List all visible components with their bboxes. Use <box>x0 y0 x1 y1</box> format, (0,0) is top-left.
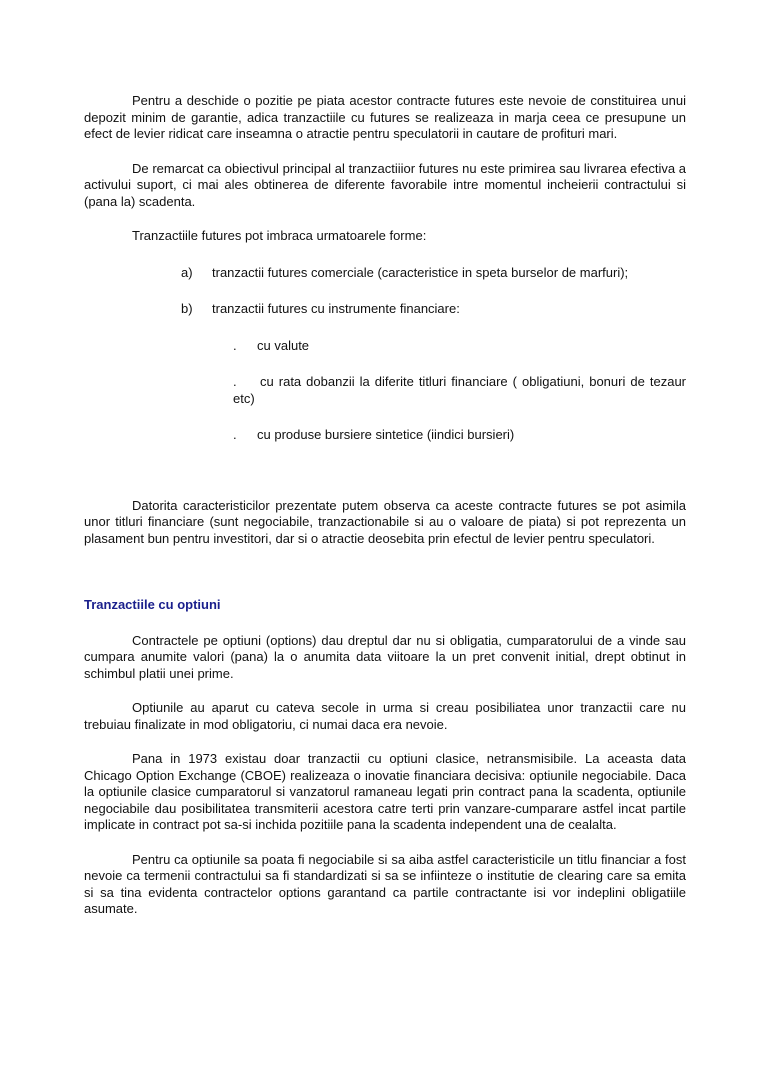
sub-item-synthetic-products <box>233 427 686 444</box>
sub-item-interest-rate <box>233 374 686 407</box>
bullet-marker: . <box>233 427 237 442</box>
bullet-marker: . <box>233 374 237 389</box>
bullet-marker: . <box>233 337 237 353</box>
sub-item-currencies <box>233 338 686 355</box>
list-marker: b) <box>181 301 193 316</box>
paragraph-options-history: Optiunile au aparut cu cateva secole in urma si creau posibiliatea unor tranzactii care nu trebuiau finalizate in mod obligatoriu, ci numai daca era nevoie. <box>84 700 686 732</box>
paragraph-futures-margin: Pentru a deschide o pozitie pe piata acestor contracte futures este nevoie de constituirea unui depozit minim de garantie, adica tranzactiile cu futures se realizeaza in marja ceea ce presupune un efect de levier ridicat care inseamna o atractie pentru speculatorii in cautare de profituri mari. <box>84 93 686 141</box>
sub-item-text: cu rata dobanzii la diferite titluri financiare ( obligatiuni, bonuri de tezaur etc) <box>233 374 686 406</box>
paragraph-options-cboe: Pana in 1973 existau doar tranzactii cu optiuni clasice, netransmisibile. La aceasta data Chicago Option Exchange (CBOE) realizeaza o inovatie financiara decisiva: optiunile negociabile. Daca la optiunile clasice cumparatorul si vanzatorul ramaneau legati prin contract pana la scadenta, optiunile negociabile dau posibilitatea transmiterii acestora catre terti prin vanzare-cumparare astfel incat partile implicate in contract pot sa-si inchida pozitiile pana la scadenta independent una de cealalta. <box>84 751 686 832</box>
paragraph-options-standardization: Pentru ca optiunile sa poata fi negociabile si sa aiba astfel caracteristicile un titlu financiar a fost nevoie ca termenii contractului sa fi standardizati si sa se infiinteze o institutie de clearing care sa emita si sa tina evidenta contractelor options garantand ca partile contractante isi vor indeplini obligatiile asumate. <box>84 851 686 916</box>
sub-item-text: cu produse bursiere sintetice (iindici bursieri) <box>257 427 515 442</box>
sub-item-text: cu valute <box>257 337 310 353</box>
document-page <box>84 93 686 918</box>
paragraph-futures-forms-intro: Tranzactiile futures pot imbraca urmatoarele forme: <box>132 228 427 243</box>
list-item-text: tranzactii futures cu instrumente financiare: <box>212 301 460 316</box>
section-heading-options: Tranzactiile cu optiuni <box>84 597 221 612</box>
paragraph-options-definition: Contractele pe optiuni (options) dau dreptul dar nu si obligatia, cumparatorului de a vinde sau cumpara anumite valori (pana) la o anumita data viitoare la un pret convenit initial, drept obtinut in schimbul platii unei prime. <box>84 632 686 681</box>
list-marker: a) <box>181 264 193 280</box>
list-item-financial-futures <box>181 301 686 318</box>
list-item-commercial-futures <box>181 265 686 282</box>
list-item-text: tranzactii futures comerciale (caracteristice in speta burselor de marfuri); <box>212 264 629 280</box>
paragraph-futures-conclusion: Datorita caracteristicilor prezentate putem observa ca aceste contracte futures se pot asimila unor titluri financiare (sunt negociabile, tranzactionabile si au o valoare de piata) si pot reprezenta un plasament bun pentru investitori, dar si o atractie deosebita prin efectul de levier pentru speculatori. <box>84 497 686 546</box>
paragraph-futures-objective: De remarcat ca obiectivul principal al tranzactiiior futures nu este primirea sau livrarea efectiva a activului suport, ci mai ales obtinerea de diferente favorabile intre momentul incheierii contractului si (pana la) scadenta. <box>84 160 686 209</box>
